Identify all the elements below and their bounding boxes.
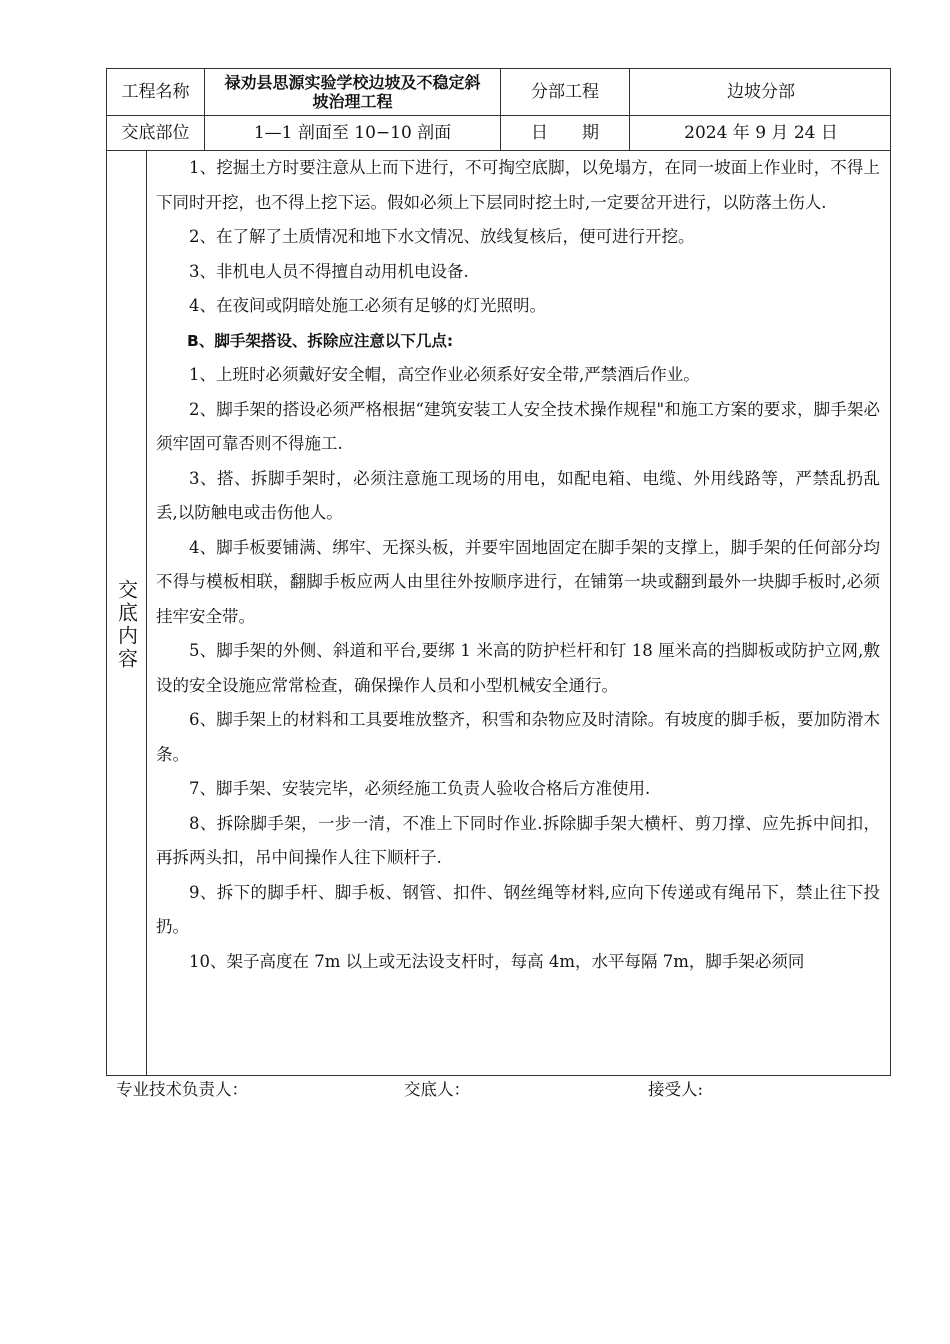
header-row-project bbox=[107, 69, 890, 116]
paragraph: 4、在夜间或阴暗处施工必须有足够的灯光照明。 bbox=[189, 296, 546, 315]
disclosure-table bbox=[106, 68, 891, 1076]
section-heading: B、脚手架搭设、拆除应注意以下几点: bbox=[187, 331, 454, 350]
content-side-label: 交底内容 bbox=[114, 579, 139, 671]
paragraph: 2、脚手架的搭设必须严格根据“建筑安装工人安全技术操作规程"和施工方案的要求，脚手架必须牢固可靠否则不得施工. bbox=[156, 399, 880, 453]
paragraph: 8、拆除脚手架，一步一清，不准上下同时作业.拆除脚手架大横杆、剪刀撑、应先拆中间扣，再拆两头扣，吊中间操作人往下顺杆子. bbox=[156, 813, 880, 867]
paragraph: 9、拆下的脚手杆、脚手板、钢管、扣件、钢丝绳等材料,应向下传递或有绳吊下，禁止往下投扔。 bbox=[156, 882, 880, 936]
content-body bbox=[147, 151, 890, 1075]
project-name-label: 工程名称 bbox=[107, 69, 205, 115]
receiver-signature-label: 接受人: bbox=[648, 1080, 704, 1099]
paragraph: 2、在了解了土质情况和地下水文情况、放线复核后，便可进行开挖。 bbox=[189, 227, 695, 246]
signature-footer bbox=[0, 1077, 950, 1103]
paragraph: 1、挖掘土方时要注意从上而下进行，不可掏空底脚，以免塌方，在同一坡面上作业时，不得上下同时开挖，也不得上挖下运。假如必须上下层同时挖土时,一定要岔开进行，以防落土伤人. bbox=[156, 158, 880, 212]
division-label: 分部工程 bbox=[501, 69, 630, 115]
project-name-value: 禄劝县思源实验学校边坡及不稳定斜坡治理工程 bbox=[205, 69, 501, 115]
paragraph: 3、搭、拆脚手架时，必须注意施工现场的用电，如配电箱、电缆、外用线路等，严禁乱扔乱丢,以防触电或击伤他人。 bbox=[156, 468, 880, 522]
date-label: 日 期 bbox=[501, 116, 630, 150]
presenter-signature-label: 交底人： bbox=[404, 1080, 470, 1099]
date-value: 2024 年 9 月 24 日 bbox=[684, 123, 838, 143]
location-value: 1—1 剖面至 10−10 剖面 bbox=[205, 116, 501, 150]
content-side-label-cell bbox=[107, 151, 147, 1075]
tech-lead-signature-label: 专业技术负责人： bbox=[116, 1080, 248, 1099]
paragraph: 6、脚手架上的材料和工具要堆放整齐，积雪和杂物应及时清除。有坡度的脚手板，要加防滑木条。 bbox=[156, 710, 880, 764]
division-value: 边坡分部 bbox=[727, 82, 795, 102]
paragraph: 10、架子高度在 7m 以上或无法设支杆时，每高 4m，水平每隔 7m，脚手架必须同 bbox=[189, 951, 805, 971]
paragraph: 1、上班时必须戴好安全帽，高空作业必须系好安全带,严禁酒后作业。 bbox=[189, 365, 700, 384]
header-row-location bbox=[107, 116, 890, 151]
paragraph: 7、脚手架、安装完毕，必须经施工负责人验收合格后方准使用. bbox=[189, 779, 651, 798]
paragraph: 3、非机电人员不得擅自动用机电设备. bbox=[189, 261, 469, 281]
paragraph: 4、脚手板要铺满、绑牢、无探头板，并要牢固地固定在脚手架的支撑上，脚手架的任何部分均不得与模板相联，翻脚手板应两人由里往外按顺序进行，在铺第一块或翻到最外一块脚手板时,必须挂牢安全带。 bbox=[156, 537, 880, 626]
location-label: 交底部位 bbox=[107, 116, 205, 150]
paragraph: 5、脚手架的外侧、斜道和平台,要绑 1 米高的防护栏杆和钉 18 厘米高的挡脚板或防护立网,敷设的安全设施应常常检查，确保操作人员和小型机械安全通行。 bbox=[156, 641, 880, 695]
